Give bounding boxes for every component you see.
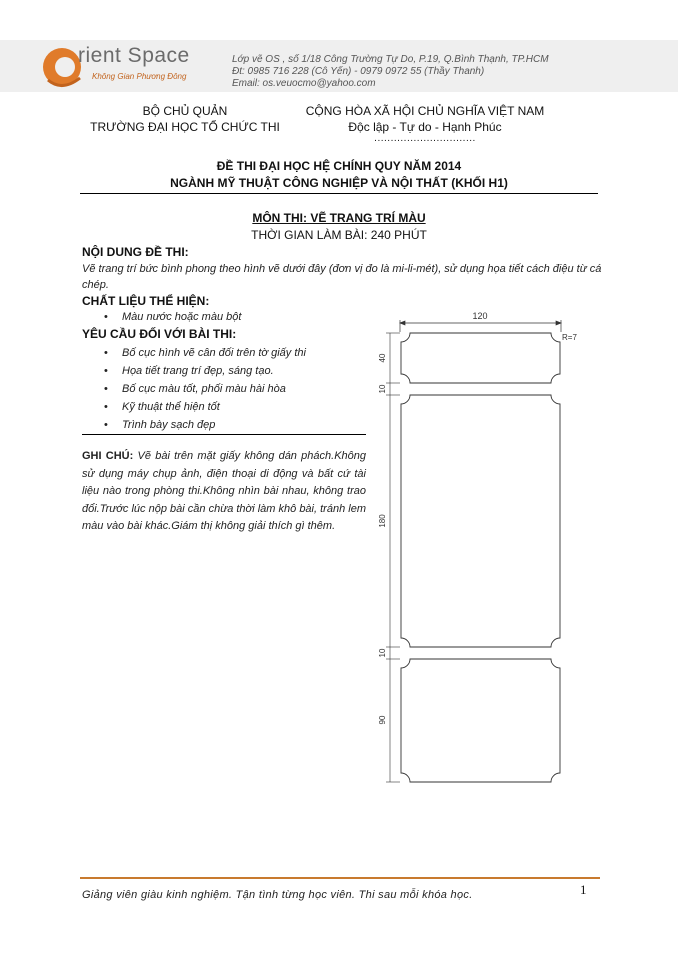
requirement-list [102, 344, 306, 434]
list-item: • Bố cục hình vẽ cân đối trên tờ giấy thi [102, 344, 306, 362]
footer-divider [80, 877, 600, 879]
contact-email[interactable]: Email: os.veuocmo@yahoo.com [232, 78, 376, 89]
motto-dots: ............................... [374, 133, 476, 144]
list-item: • Bố cục màu tốt, phối màu hài hòa [102, 380, 306, 398]
page-number: 1 [580, 882, 587, 897]
note-label: GHI CHÚ: [82, 450, 134, 462]
contact-phone: Đt: 0985 716 228 (Cô Yến) - 0979 0972 55 (Thầy Thanh) [232, 66, 485, 77]
dim-label: 40 [378, 353, 387, 363]
content-text: Vẽ trang trí bức bình phong theo hình vẽ dưới đây (đơn vị đo là mi-li-mét), sử dụng họa tiết cách điệu từ cá chép. [82, 263, 602, 291]
list-item: • Trình bày sạch đẹp [102, 416, 306, 434]
subject-title: MÔN THI: VẼ TRANG TRÍ MÀU [252, 211, 426, 225]
exam-major: NGÀNH MỸ THUẬT CÔNG NGHIỆP VÀ NỘI THẤT (KHỐI H1) [170, 176, 508, 190]
panel-top [401, 333, 560, 383]
footer-slogan: Giảng viên giàu kinh nghiệm. Tận tình từng học viên. Thi sau mỗi khóa học. [82, 889, 473, 901]
dim-label: 180 [378, 514, 387, 528]
exam-duration: THỜI GIAN LÀM BÀI: 240 PHÚT [251, 228, 427, 242]
university-label: TRƯỜNG ĐẠI HỌC TỔ CHỨC THI [90, 120, 280, 134]
panel-middle [401, 395, 560, 647]
dim-label: 10 [378, 384, 387, 394]
ministry-label: BỘ CHỦ QUẢN [142, 104, 228, 118]
requirement-heading: YÊU CẦU ĐỐI VỚI BÀI THI: [82, 327, 237, 341]
note-block [82, 448, 366, 536]
screen-drawing [370, 300, 580, 790]
dim-label: 90 [378, 715, 387, 725]
radius-label: R=7 [562, 333, 577, 342]
panel-bottom [401, 659, 560, 782]
list-item: • Màu nước hoặc màu bột [102, 308, 241, 326]
logo-subtitle: Không Gian Phương Đông [92, 72, 187, 81]
requirement-divider [82, 434, 366, 435]
material-list [102, 308, 241, 326]
dim-label: 10 [378, 648, 387, 658]
material-heading: CHẤT LIỆU THỂ HIỆN: [82, 294, 210, 308]
height-dimensions [386, 333, 400, 782]
title-divider [80, 193, 598, 194]
width-dimension [400, 320, 561, 332]
logo-text: rient Space [78, 44, 190, 67]
list-item: • Kỹ thuật thể hiện tốt [102, 398, 306, 416]
country-label: CỘNG HÒA XÃ HỘI CHỦ NGHĨA VIỆT NAM [305, 104, 545, 118]
contact-address: Lớp vẽ OS , số 1/18 Công Trường Tự Do, P.19, Q.Bình Thạnh, TP.HCM [232, 54, 549, 65]
motto-label: Độc lập - Tự do - Hạnh Phúc [348, 120, 502, 134]
list-item: • Họa tiết trang trí đẹp, sáng tạo. [102, 362, 306, 380]
width-label: 120 [472, 311, 488, 321]
note-text: Vẽ bài trên mặt giấy không dán phách.Không sử dụng máy chụp ảnh, điện thoại di động và bất cứ tài liệu nào trong phòng thi.Không nhìn bài nhau, không trao đổi.Trước lúc nộp bài cần chừa thời làm khô bài, tránh lem màu vào bài khác.Giám thị không giải thích gì thêm. [82, 450, 367, 532]
content-heading: NỘI DUNG ĐỀ THI: [82, 245, 189, 259]
exam-title: ĐỀ THI ĐẠI HỌC HỆ CHÍNH QUY NĂM 2014 [216, 159, 462, 173]
